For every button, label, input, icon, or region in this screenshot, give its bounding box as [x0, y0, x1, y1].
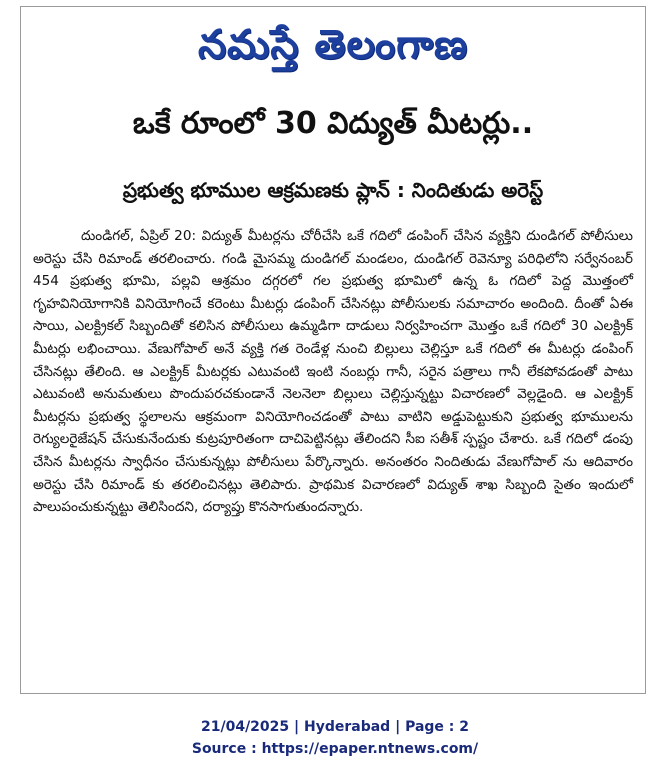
news-clipping [20, 6, 646, 694]
article-headline: ఒకే రూంలో 30 విద్యుత్ మీటర్లు.. [132, 106, 534, 141]
newspaper-logo: నమస్తే తెలంగాణ [197, 22, 469, 68]
article-body [33, 225, 633, 519]
source-link[interactable]: Source : https://epaper.ntnews.com/ [191, 741, 479, 757]
article-subheadline: ప్రభుత్వ భూముల ఆక్రమణకు ప్లాన్ : నిందితుడు అరెస్ట్ [122, 178, 544, 202]
article-paragraph: దుండిగల్, ఏప్రిల్ 20: విద్యుత్ మీటర్లను చోరీచేసి ఒకే గదిలో డంపింగ్ చేసిన వ్యక్తిని దుండిగల్ పోలీసులు అరెస్టు చేసి రిమాండ్ తరలించారు. గండి మైసమ్మ దుండిగల్ మండలం, దుండిగల్ రెవెన్యూ పరిధిలోని సర్వేనంబర్ 454 ప్రభుత్వ భూమి, పల్లవి ఆశ్రమం దగ్గరలో గల ప్రభుత్వ భూమిలో ఉన్న ఓ గదిలో పెద్ద మొత్తంలో గృహవినియోగానికి వినియోగించే కరెంటు మీటర్లు డంపింగ్ చేసినట్లు పోలీసులకు సమాచారం అందింది. దీంతో ఏఈ సాయి, ఎలక్ట్రికల్ సిబ్బందితో కలిసిన పోలీసులు ఉమ్మడిగా దాడులు నిర్వహించగా మొత్తం ఒకే గదిలో 30 ఎలక్ట్రిక్ మీటర్లు లభించాయి. వేణుగోపాల్ అనే వ్యక్తి గత రెండేళ్ల నుంచి బిల్లులు చెల్లిస్తూ ఒకే గదిలో ఈ మీటర్లు డంపింగ్ చేసినట్లు తేలింది. ఆ ఎలక్ట్రిక్ మీటర్లకు ఎటువంటి ఇంటి నంబర్లు గానీ, సరైన పత్రాలు గానీ లేకపోవడంతో పాటు ఎటువంటి అనుమతులు పొందుపరచకుండానే నెలనెలా బిల్లులు చెల్లిస్తున్నట్టు విచారణలో వెల్లడైంది. ఆ ఎలక్ట్రిక్ మీటర్లను ప్రభుత్వ స్థలాలను ఆక్రమంగా వినియోగించడంతో పాటు వాటిని అడ్డుపెట్టుకుని ప్రభుత్వ భూములను రెగ్యులరైజేషన్ చేసుకునేందుకు కుట్రపూరితంగా దాచిపెట్టినట్లు తేలిందని సీఐ సతీశ్ స్పష్టం చేశారు. ఒకే గదిలో డంపు చేసిన మీటర్లను స్వాధీనం చేసుకున్నట్లు పోలీసులు పేర్కొన్నారు. అనంతరం నిందితుడు వేణుగోపాల్ ను ఆదివారం అరెస్టు చేసి రిమాండ్ కు తరలించినట్లు తెలిపారు. ప్రాథమిక విచారణలో విద్యుత్ శాఖ సిబ్బంది సైతం ఇందులో పాలుపంచుకున్నట్టు తెలిసిందని, దర్యాప్తు కొనసాగుతుందన్నారు. [33, 228, 633, 516]
edition-info: 21/04/2025 | Hyderabad | Page : 2 [200, 719, 470, 735]
masthead [21, 7, 645, 83]
page-footer [0, 716, 670, 760]
